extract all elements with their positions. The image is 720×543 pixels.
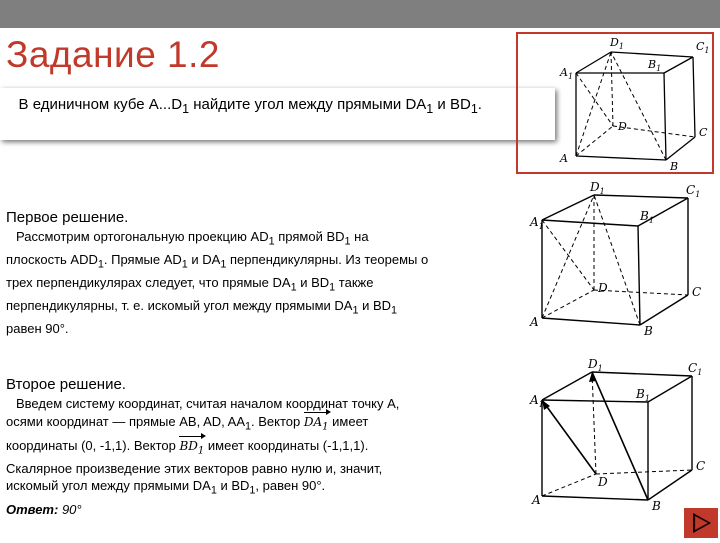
second-line-2: осями координат — прямые AB, AD, $AA_1$. Вектор $DA_1$ имеет [6, 412, 526, 436]
cube-figure-1 [556, 38, 714, 172]
first-line-3: трех перпендикулярах следует, что прямые $DA_1$ и $BD_1$ также [6, 274, 374, 294]
label-a1: $A_1$ [560, 66, 574, 81]
label-b: B [670, 160, 679, 172]
next-slide-button[interactable] [684, 508, 718, 538]
label-b: B [644, 324, 653, 338]
label-c1: $C_1$ [686, 183, 701, 199]
label-d: D [618, 120, 627, 133]
vector-da1: $DA_1$ [304, 412, 329, 436]
label-b: B [652, 499, 661, 513]
cube-figure-3 [528, 358, 708, 514]
first-line-2: плоскость $ADD_1$. Прямые $AD_1$ и $DA_1$ перпендикулярны. Из теоремы о [6, 251, 429, 271]
task-text: В единичном кубе $A...D_1$ найдите угол между прямыми $DA_1$ и $BD_1$. [18, 96, 482, 116]
label-a1: $A_1$ [530, 393, 544, 409]
label-d1: $D_1$ [590, 180, 605, 196]
first-line-5: равен 90°. [6, 320, 69, 336]
first-solution-heading: Первое решение. [6, 209, 129, 226]
first-solution [6, 209, 526, 337]
label-b1: $B_1$ [640, 209, 654, 225]
second-solution [6, 376, 526, 518]
play-arrow-icon [684, 508, 718, 538]
cube-figure-2 [528, 180, 718, 340]
label-b1: $B_1$ [648, 58, 662, 73]
second-solution-heading: Второе решение. [6, 376, 126, 393]
answer: Ответ: 90° [6, 501, 82, 517]
label-b1: $B_1$ [636, 387, 650, 403]
second-line-3: координаты (0, -1,1). Вектор $BD_1$ имеет координаты (-1,1,1). [6, 436, 526, 460]
label-a: A [560, 152, 568, 165]
label-d1: $D_1$ [610, 38, 624, 51]
label-c: C [696, 459, 706, 473]
label-a1: $A_1$ [530, 215, 544, 231]
first-line-4: перпендикулярны, т. е. искомый угол между прямыми $DA_1$ и $BD_1$ [6, 297, 398, 317]
first-line-1: Рассмотрим ортогональную проекцию $AD_1$ прямой $BD_1$ на [16, 228, 369, 248]
top-bar [0, 0, 720, 28]
label-d: D [598, 475, 608, 489]
second-line-1: Введем систему координат, считая началом координат точку A, [16, 395, 400, 411]
label-c1: $C_1$ [688, 361, 703, 377]
label-d: D [598, 281, 608, 295]
second-line-4: Скалярное произведение этих векторов равно нулю и, значит, [6, 460, 383, 476]
label-c1: $C_1$ [696, 40, 710, 55]
task-box [0, 88, 555, 140]
label-a: A [532, 493, 541, 507]
slide-title: Задание 1.2 [6, 34, 220, 75]
vector-bd1: $BD_1$ [179, 436, 204, 460]
label-c: C [699, 126, 708, 139]
label-d1: $D_1$ [588, 358, 603, 373]
second-line-5: искомый угол между прямыми $DA_1$ и $BD_1$, равен 90°. [6, 478, 326, 498]
label-a: A [530, 315, 539, 329]
label-c: C [692, 285, 702, 299]
